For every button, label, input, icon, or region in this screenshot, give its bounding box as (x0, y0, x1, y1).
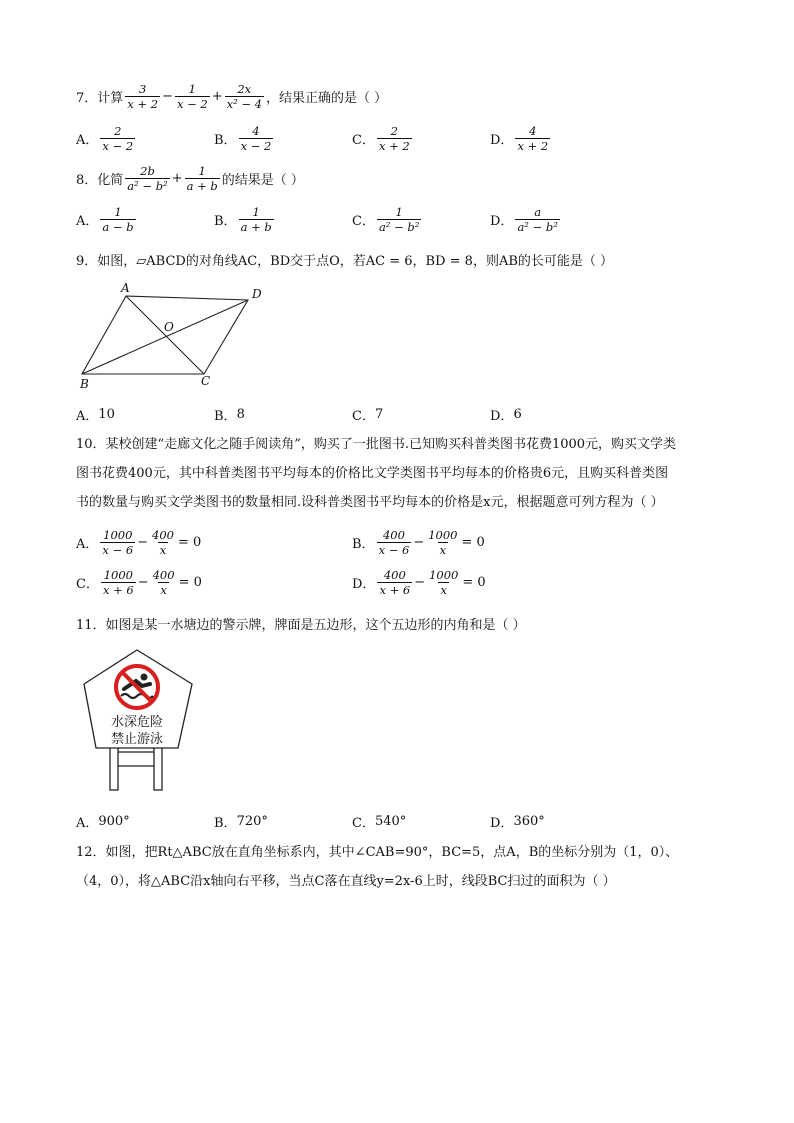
q9-option-c[interactable]: C． 7 (352, 407, 384, 424)
q11-option-c[interactable]: C． 540° (352, 814, 407, 831)
vertex-d-label: D (252, 287, 262, 301)
q7-fraction-2: $\frac{1}{x - 2}$ (176, 82, 208, 111)
question-9-stem (76, 250, 613, 269)
q7-option-d[interactable]: D． $\frac{4}{x + 2}$ (490, 124, 549, 153)
diagonal-ac (126, 296, 204, 374)
q11-option-d[interactable]: D． 360° (490, 814, 545, 831)
no-swimming-icon (116, 666, 158, 708)
q9-option-b[interactable]: B． 8 (214, 407, 245, 424)
q8-fraction-1: $\frac{2b}{\text{a² − b²}}$ (127, 164, 168, 193)
q8-option-d[interactable]: D． $\frac{a}{\text{a² − b²}}$ (490, 205, 558, 234)
q7-operator-2: + (211, 89, 223, 104)
q8-option-b[interactable]: B． $\frac{1}{a + b}$ (214, 205, 272, 234)
question-12-stem (76, 838, 716, 896)
q10-option-a[interactable]: A． $\frac{1000}{x - 6}$ − $\frac{400}{x}$ = 0 (76, 528, 202, 557)
q10-option-c[interactable]: C． $\frac{1000}{x + 6}$ − $\frac{400}{x}$ = 0 (76, 568, 202, 597)
q7-fraction-3: $\frac{2x}{\text{x² − 4}}$ (226, 82, 262, 111)
q8-fraction-2: $\frac{1}{a + b}$ (186, 164, 218, 193)
q7-prefix: 7．计算 (76, 91, 124, 106)
warning-sign-figure (80, 644, 200, 794)
question-10-stem (76, 430, 716, 517)
q7-operator-1: − (162, 89, 173, 104)
sign-post-left (110, 742, 118, 790)
q12-line-1: 12．如图，把Rt△ABC放在直角坐标系内，其中∠CAB=90°，BC=5，点A，B的坐标分别为（1，0）、 (76, 845, 679, 860)
q9-option-a[interactable]: A． 10 (76, 407, 115, 424)
parallelogram-figure (74, 280, 274, 390)
vertex-c-label: C (201, 374, 211, 388)
q11-text: 11．如图是某一水塘边的警示牌，牌面是五边形，这个五边形的内角和是（ ） (76, 618, 526, 633)
q9-text: 9．如图，▱ABCD的对角线AC，BD交于点O，若AC = 6，BD = 8，则AB的长可能是（ ） (76, 254, 614, 269)
q10-line-2: 图书花费400元，其中科普类图书平均每本的价格比文学类图书平均每本的价格贵6元，且购买科普类图 (76, 466, 669, 481)
q7-suffix: ，结果正确的是（ ） (265, 91, 388, 106)
question-11-stem (76, 614, 526, 633)
sign-text-line-1: 水深危险 (110, 715, 164, 730)
sign-text-line-2: 禁止游泳 (110, 732, 164, 747)
vertex-b-label: B (80, 377, 89, 390)
q8-option-c[interactable]: C． $\frac{1}{\text{a² − b²}}$ (352, 205, 420, 234)
q7-option-a[interactable]: A． $\frac{2}{x - 2}$ (76, 124, 134, 153)
vertex-a-label: A (121, 281, 130, 295)
q10-option-b[interactable]: B． $\frac{400}{x - 6}$ − $\frac{1000}{x}$ = 0 (352, 528, 485, 557)
q10-option-d[interactable]: D． $\frac{400}{x + 6}$ − $\frac{1000}{x}$ = 0 (352, 568, 486, 597)
q8-option-a[interactable]: A． $\frac{1}{a - b}$ (76, 205, 134, 234)
q10-line-3: 书的数量与购买文学类图书的数量相同.设科普类图书平均每本的价格是x元，根据题意可列方程为（ ） (76, 495, 664, 510)
q8-prefix: 8．化简 (76, 173, 124, 188)
q12-line-2: （4，0），将△ABC沿x轴向右平移，当点C落在直线y=2x-6上时，线段BC扫过的面积为（ ） (76, 874, 616, 889)
q8-operator-1: + (171, 171, 183, 186)
question-7-stem (76, 82, 387, 111)
q10-line-1: 10．某校创建“走廊文化之随手阅读角”，购买了一批图书.已知购买科普类图书花费1000元，购买文学类 (76, 437, 677, 452)
diagonal-bd (82, 300, 248, 374)
q9-option-d[interactable]: D． 6 (490, 407, 522, 424)
q11-option-b[interactable]: B． 720° (214, 814, 268, 831)
q11-option-a[interactable]: A． 900° (76, 814, 130, 831)
sign-post-right (154, 742, 162, 790)
q7-option-c[interactable]: C． $\frac{2}{x + 2}$ (352, 124, 410, 153)
q8-suffix: 的结果是（ ） (221, 173, 304, 188)
question-8-stem (76, 164, 304, 193)
q7-option-b[interactable]: B． $\frac{4}{x - 2}$ (214, 124, 272, 153)
center-o-label: O (164, 320, 174, 334)
q7-fraction-1: $\frac{3}{x + 2}$ (127, 82, 159, 111)
